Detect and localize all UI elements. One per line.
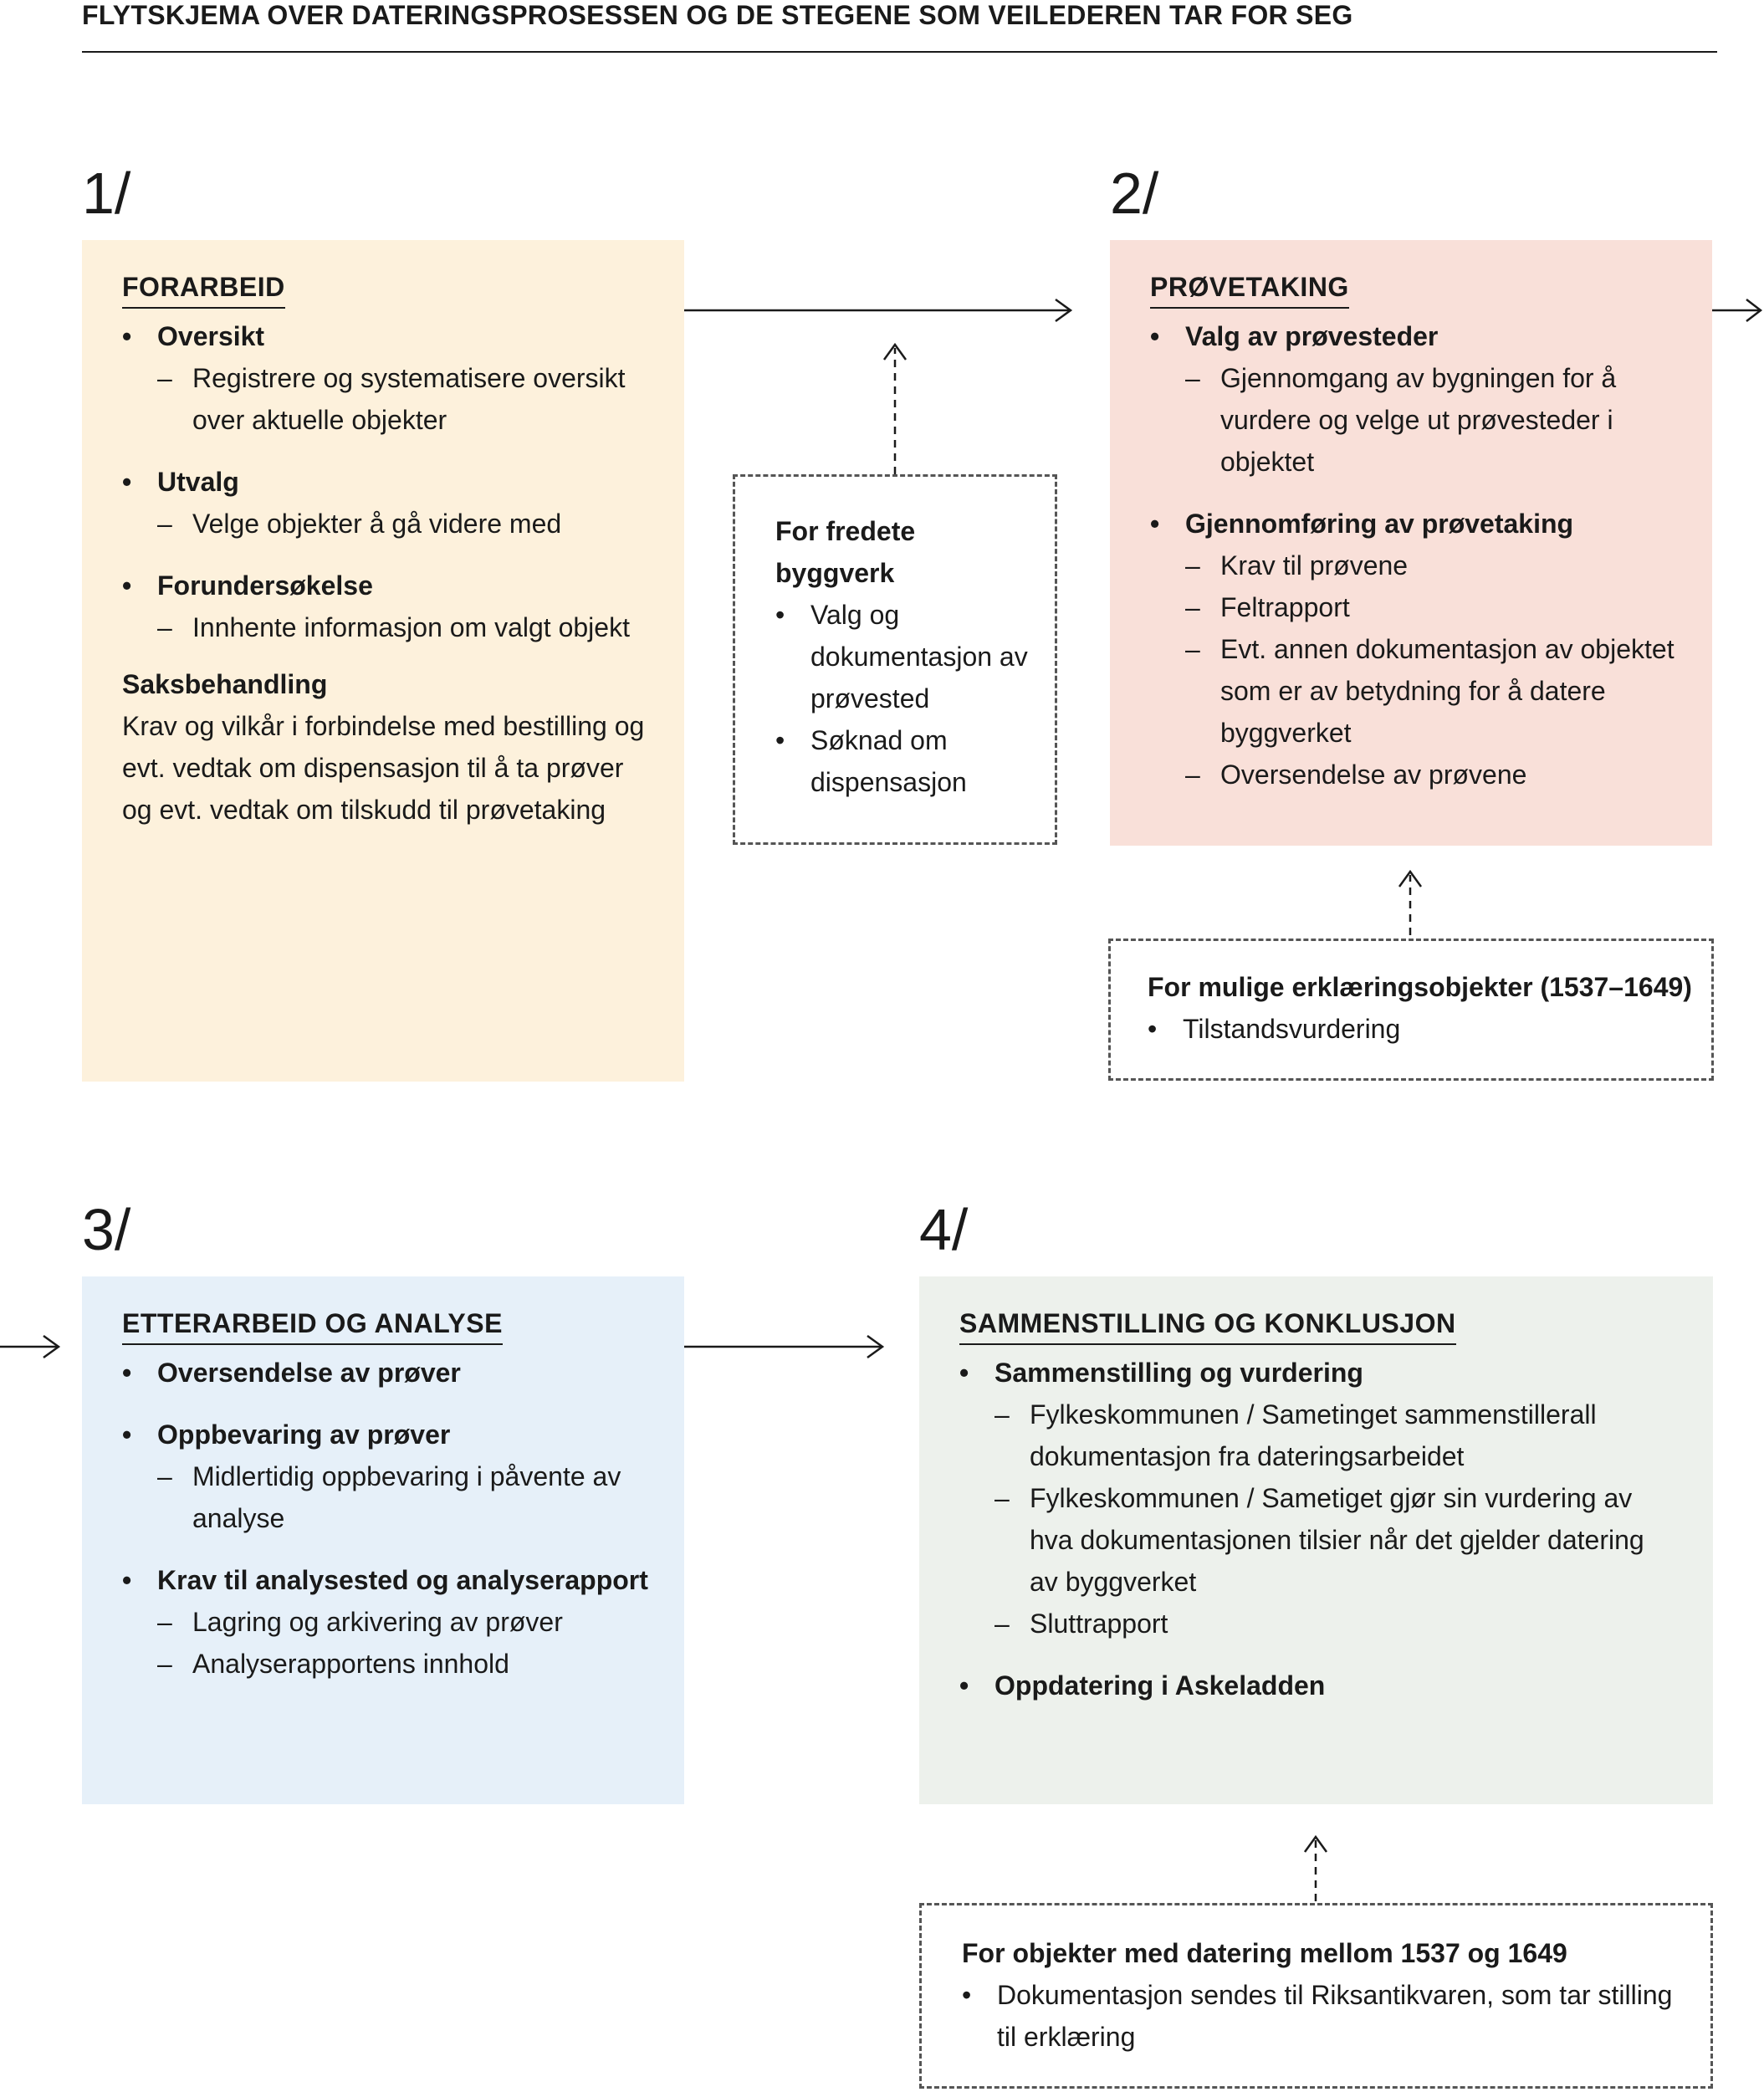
section xyxy=(1150,315,1679,483)
section-heading: • Utvalg xyxy=(122,461,651,503)
dashed-arrow-erklaering-to-step2 xyxy=(1399,872,1421,935)
arrow-step3-in xyxy=(0,1336,59,1358)
step-title: PRØVETAKING xyxy=(1150,272,1349,309)
step-4-box xyxy=(919,1276,1713,1804)
sub-item: – Gjennomgang av bygningen for å vurdere og velge ut prøvesteder i objektet xyxy=(1150,357,1679,483)
section-heading: • Oversikt xyxy=(122,315,651,357)
step-title: FORARBEID xyxy=(122,272,285,309)
step-number-1: 1/ xyxy=(82,161,131,226)
side-box-title: For objekter med datering mellom 1537 og 1649 xyxy=(962,1938,1567,1968)
step-3-box xyxy=(82,1276,684,1804)
step-number-2: 2/ xyxy=(1110,161,1159,226)
sub-item: – Velge objekter å gå videre med xyxy=(122,503,651,545)
section-heading: • Oversendelse av prøver xyxy=(122,1352,651,1394)
sub-item: – Fylkeskommunen / Sametinget sammenstillerall dokumentasjon fra dateringsarbeidet xyxy=(959,1394,1680,1477)
sub-item: – Fylkeskommunen / Sametiget gjør sin vurdering av hva dokumentasjonen tilsier når det gjelder datering av byggverket xyxy=(959,1477,1680,1603)
side-box-fredete-byggverk xyxy=(733,474,1057,845)
sub-item: – Registrere og systematisere oversikt over aktuelle objekter xyxy=(122,357,651,441)
sub-item: – Krav til prøvene xyxy=(1150,545,1679,586)
section-heading: • Valg av prøvesteder xyxy=(1150,315,1679,357)
step-title: ETTERARBEID OG ANALYSE xyxy=(122,1308,503,1345)
sub-item: – Oversendelse av prøvene xyxy=(1150,754,1679,795)
arrow-step3-to-step4 xyxy=(684,1336,882,1358)
section-heading: • Oppdatering i Askeladden xyxy=(959,1665,1680,1706)
section xyxy=(959,1665,1680,1706)
section xyxy=(122,1414,651,1539)
section-heading: • Gjennomføring av prøvetaking xyxy=(1150,503,1679,545)
side-box-item: • Dokumentasjon sendes til Riksantikvaren, som tar stilling til erklæring xyxy=(962,1974,1685,2058)
side-box-item: • Tilstandsvurdering xyxy=(1148,1008,1695,1050)
section xyxy=(122,1352,651,1394)
section xyxy=(122,565,651,648)
section-heading: • Sammenstilling og vurdering xyxy=(959,1352,1680,1394)
section xyxy=(122,1559,651,1685)
sub-item: – Lagring og arkivering av prøver xyxy=(122,1601,651,1643)
arrow-step2-out xyxy=(1711,299,1761,321)
page-title: FLYTSKJEMA OVER DATERINGSPROSESSEN OG DE STEGENE SOM VEILEDEREN TAR FOR SEG xyxy=(82,0,1353,30)
step-title: SAMMENSTILLING OG KONKLUSJON xyxy=(959,1308,1456,1345)
side-box-item: • Valg og dokumentasjon av prøvested xyxy=(775,594,1030,719)
sub-item: – Evt. annen dokumentasjon av objektet som er av betydning for å datere byggverket xyxy=(1150,628,1679,754)
section xyxy=(122,315,651,441)
side-box-datering xyxy=(919,1903,1713,2089)
step-number-4: 4/ xyxy=(919,1197,969,1262)
section xyxy=(122,461,651,545)
arrow-step1-to-step2 xyxy=(684,299,1071,321)
side-box-item: • Søknad om dispensasjon xyxy=(775,719,1030,803)
section xyxy=(1150,503,1679,795)
section xyxy=(959,1352,1680,1644)
sub-item: – Innhente informasjon om valgt objekt xyxy=(122,606,651,648)
sub-item: – Midlertidig oppbevaring i påvente av analyse xyxy=(122,1455,651,1539)
sub-item: – Analyserapportens innhold xyxy=(122,1643,651,1685)
dashed-arrow-fredete-to-step1-2 xyxy=(884,345,906,474)
section-heading: • Oppbevaring av prøver xyxy=(122,1414,651,1455)
side-box-erklaeringsobjekter xyxy=(1108,939,1714,1081)
section-heading: • Krav til analysested og analyserapport xyxy=(122,1559,651,1601)
step-1-box xyxy=(82,240,684,1082)
side-box-title: For mulige erklæringsobjekter (1537–1649) xyxy=(1148,972,1692,1002)
sub-item: – Sluttrapport xyxy=(959,1603,1680,1644)
dashed-arrow-datering-to-step4 xyxy=(1305,1837,1327,1901)
step-2-box xyxy=(1110,240,1712,846)
section-heading: • Forundersøkelse xyxy=(122,565,651,606)
saksbehandling-text: Krav og vilkår i forbindelse med bestilling og evt. vedtak om dispensasjon til å ta prøver og evt. vedtak om tilskudd til prøvetaking xyxy=(122,711,645,825)
side-box-title: For fredete byggverk xyxy=(775,516,916,588)
saksbehandling-heading: Saksbehandling xyxy=(122,669,328,699)
sub-item: – Feltrapport xyxy=(1150,586,1679,628)
step-number-3: 3/ xyxy=(82,1197,131,1262)
